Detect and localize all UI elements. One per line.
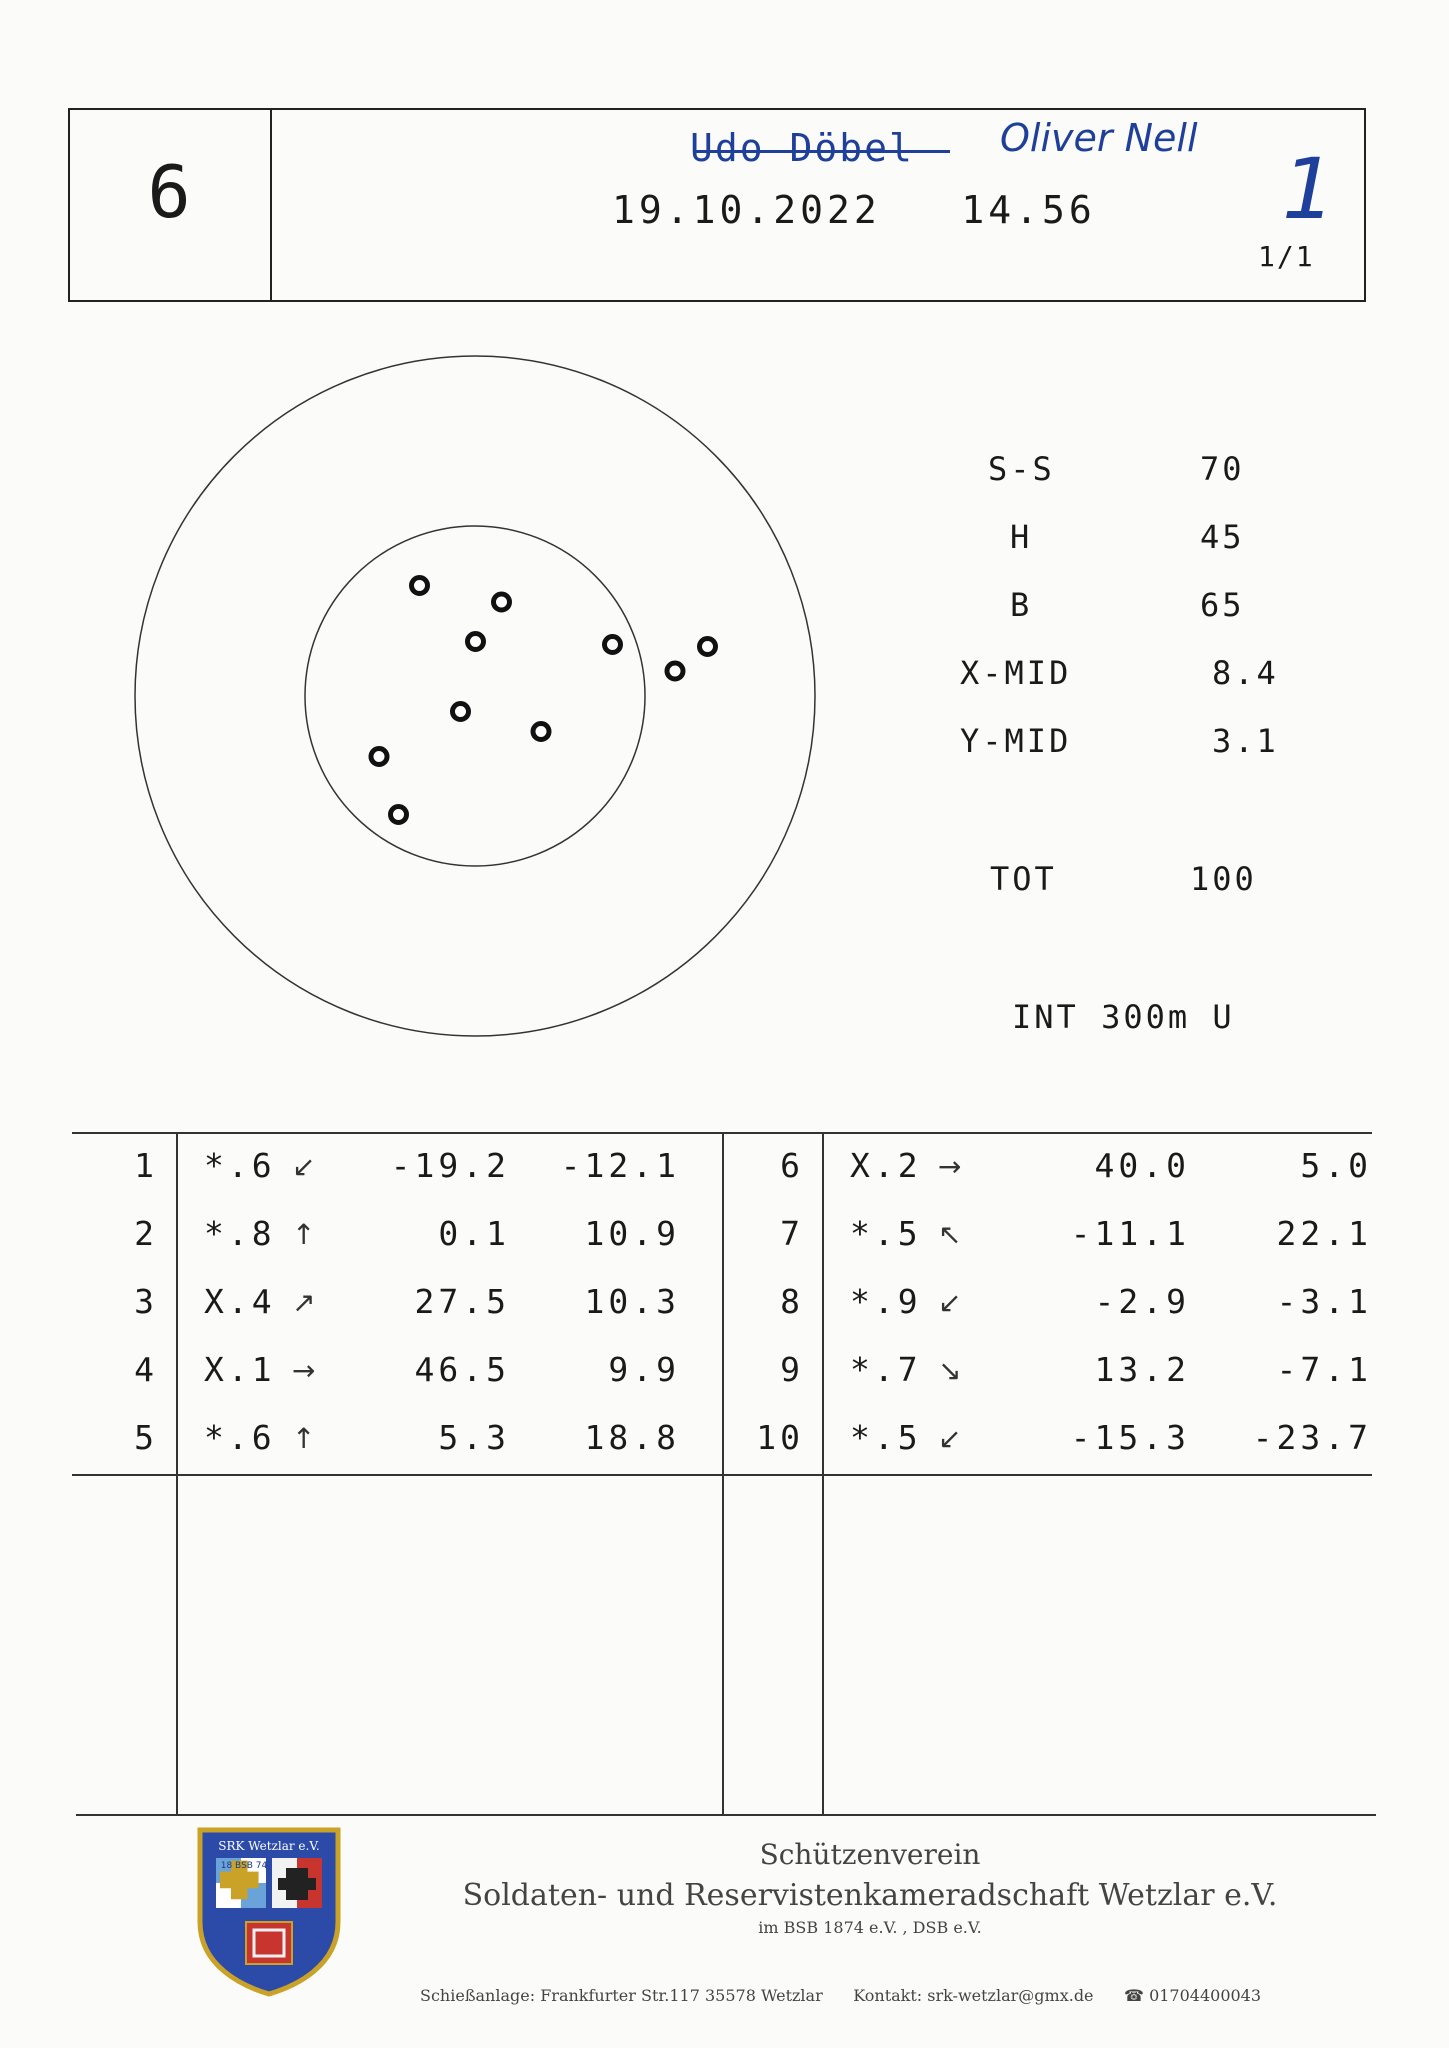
shot-direction-arrow: → bbox=[938, 1150, 962, 1183]
shot-marks bbox=[371, 578, 716, 823]
shot-y-coord: 5.0 bbox=[1300, 1146, 1372, 1185]
club-logo bbox=[196, 1826, 342, 1998]
shot-x-coord: -2.9 bbox=[1094, 1282, 1190, 1321]
shot-y-coord: 18.8 bbox=[584, 1418, 680, 1457]
club-affiliation: im BSB 1874 e.V. , DSB e.V. bbox=[758, 1918, 982, 1937]
shot-mark bbox=[468, 634, 484, 650]
shot-score: *.5 bbox=[850, 1418, 922, 1457]
stat-value: 65 bbox=[1200, 586, 1245, 624]
shot-y-coord: -7.1 bbox=[1276, 1350, 1372, 1389]
date-time bbox=[612, 188, 1096, 232]
shot-x-coord: -19.2 bbox=[390, 1146, 510, 1185]
shot-number: 4 bbox=[134, 1350, 158, 1389]
shot-mark bbox=[371, 749, 387, 765]
contact-phone: ☎ 01704400043 bbox=[1124, 1986, 1262, 2005]
outer-ring bbox=[135, 356, 815, 1036]
target-diagram bbox=[120, 340, 840, 1060]
logo-text: SRK Wetzlar e.V. bbox=[218, 1839, 320, 1853]
shot-direction-arrow: ↗ bbox=[292, 1286, 316, 1319]
shot-direction-arrow: ↑ bbox=[292, 1218, 316, 1251]
stat-value: 45 bbox=[1200, 518, 1245, 556]
total-value: 100 bbox=[1190, 860, 1257, 898]
shooter-name-struck: Udo Döbel bbox=[690, 126, 914, 170]
club-name-line2: Soldaten- und Reservistenkameradschaft Wetzlar e.V. bbox=[462, 1878, 1278, 1913]
shot-direction-arrow: ↘ bbox=[938, 1354, 962, 1387]
shot-number: 9 bbox=[780, 1350, 804, 1389]
shot-number: 6 bbox=[780, 1146, 804, 1185]
footer-contact-line bbox=[420, 1986, 1380, 2005]
club-name-line1: Schützenverein bbox=[759, 1838, 981, 1871]
shot-x-coord: -15.3 bbox=[1070, 1418, 1190, 1457]
shot-direction-arrow: ↙ bbox=[292, 1150, 316, 1183]
shot-direction-arrow: → bbox=[292, 1354, 316, 1387]
shot-direction-arrow: ↙ bbox=[938, 1286, 962, 1319]
shot-score: *.7 bbox=[850, 1350, 922, 1389]
shot-mark bbox=[391, 807, 407, 823]
shot-x-coord: 40.0 bbox=[1094, 1146, 1190, 1185]
shot-y-coord: 9.9 bbox=[608, 1350, 680, 1389]
shot-number: 3 bbox=[134, 1282, 158, 1321]
shot-number: 5 bbox=[134, 1418, 158, 1457]
shot-number: 7 bbox=[780, 1214, 804, 1253]
stat-label: H bbox=[1010, 518, 1033, 556]
stat-label: S-S bbox=[988, 450, 1055, 488]
shot-number: 2 bbox=[134, 1214, 158, 1253]
stat-label: X-MID bbox=[960, 654, 1072, 692]
table-divider-1 bbox=[176, 1132, 178, 1814]
table-bottom-border bbox=[76, 1814, 1376, 1816]
shot-y-coord: -3.1 bbox=[1276, 1282, 1372, 1321]
tally-mark: 1 bbox=[1282, 140, 1336, 238]
date: 19.10.2022 bbox=[612, 188, 881, 232]
shot-number: 10 bbox=[756, 1418, 804, 1457]
shot-score: *.6 bbox=[204, 1418, 276, 1457]
shot-mark bbox=[700, 639, 716, 655]
shot-mark bbox=[453, 704, 469, 720]
lane-number: 6 bbox=[147, 150, 191, 234]
total-label: TOT bbox=[990, 860, 1057, 898]
range-address: Schießanlage: Frankfurter Str.117 35578 Wetzlar bbox=[420, 1986, 823, 2005]
shot-score: *.8 bbox=[204, 1214, 276, 1253]
stat-value: 8.4 bbox=[1212, 654, 1279, 692]
time: 14.56 bbox=[961, 188, 1096, 232]
shot-mark bbox=[533, 724, 549, 740]
table-divider-3 bbox=[822, 1132, 824, 1814]
logo-year: 18 BSB 74 bbox=[220, 1861, 268, 1871]
shot-y-coord: 10.9 bbox=[584, 1214, 680, 1253]
table-divider-2 bbox=[722, 1132, 724, 1814]
shot-x-coord: 5.3 bbox=[438, 1418, 510, 1457]
shot-direction-arrow: ↖ bbox=[938, 1218, 962, 1251]
page-count: 1/1 bbox=[1258, 240, 1315, 273]
shot-mark bbox=[605, 637, 621, 653]
shot-y-coord: -12.1 bbox=[560, 1146, 680, 1185]
shooter-name-handwritten: Oliver Nell bbox=[1000, 116, 1198, 160]
header-divider bbox=[270, 108, 272, 302]
stat-label: B bbox=[1010, 586, 1033, 624]
strike-through-line bbox=[695, 150, 950, 153]
shot-mark bbox=[667, 663, 683, 679]
shot-y-coord: 10.3 bbox=[584, 1282, 680, 1321]
shot-x-coord: -11.1 bbox=[1070, 1214, 1190, 1253]
shot-x-coord: 13.2 bbox=[1094, 1350, 1190, 1389]
shot-mark bbox=[494, 594, 510, 610]
contact-email: Kontakt: srk-wetzlar@gmx.de bbox=[853, 1986, 1094, 2005]
shot-score: X.4 bbox=[204, 1282, 276, 1321]
discipline: INT 300m U bbox=[1012, 998, 1235, 1036]
shot-x-coord: 27.5 bbox=[414, 1282, 510, 1321]
shot-y-coord: -23.7 bbox=[1252, 1418, 1372, 1457]
shot-number: 8 bbox=[780, 1282, 804, 1321]
shot-x-coord: 46.5 bbox=[414, 1350, 510, 1389]
shot-y-coord: 22.1 bbox=[1276, 1214, 1372, 1253]
shot-score: *.5 bbox=[850, 1214, 922, 1253]
shot-score: *.6 bbox=[204, 1146, 276, 1185]
shot-direction-arrow: ↑ bbox=[292, 1422, 316, 1455]
stat-value: 70 bbox=[1200, 450, 1245, 488]
shot-number: 1 bbox=[134, 1146, 158, 1185]
shot-x-coord: 0.1 bbox=[438, 1214, 510, 1253]
shot-direction-arrow: ↙ bbox=[938, 1422, 962, 1455]
stat-label: Y-MID bbox=[960, 722, 1072, 760]
shot-mark bbox=[412, 578, 428, 594]
shot-score: X.1 bbox=[204, 1350, 276, 1389]
stat-value: 3.1 bbox=[1212, 722, 1279, 760]
shot-score: *.9 bbox=[850, 1282, 922, 1321]
shot-score: X.2 bbox=[850, 1146, 922, 1185]
inner-ring bbox=[305, 526, 645, 866]
